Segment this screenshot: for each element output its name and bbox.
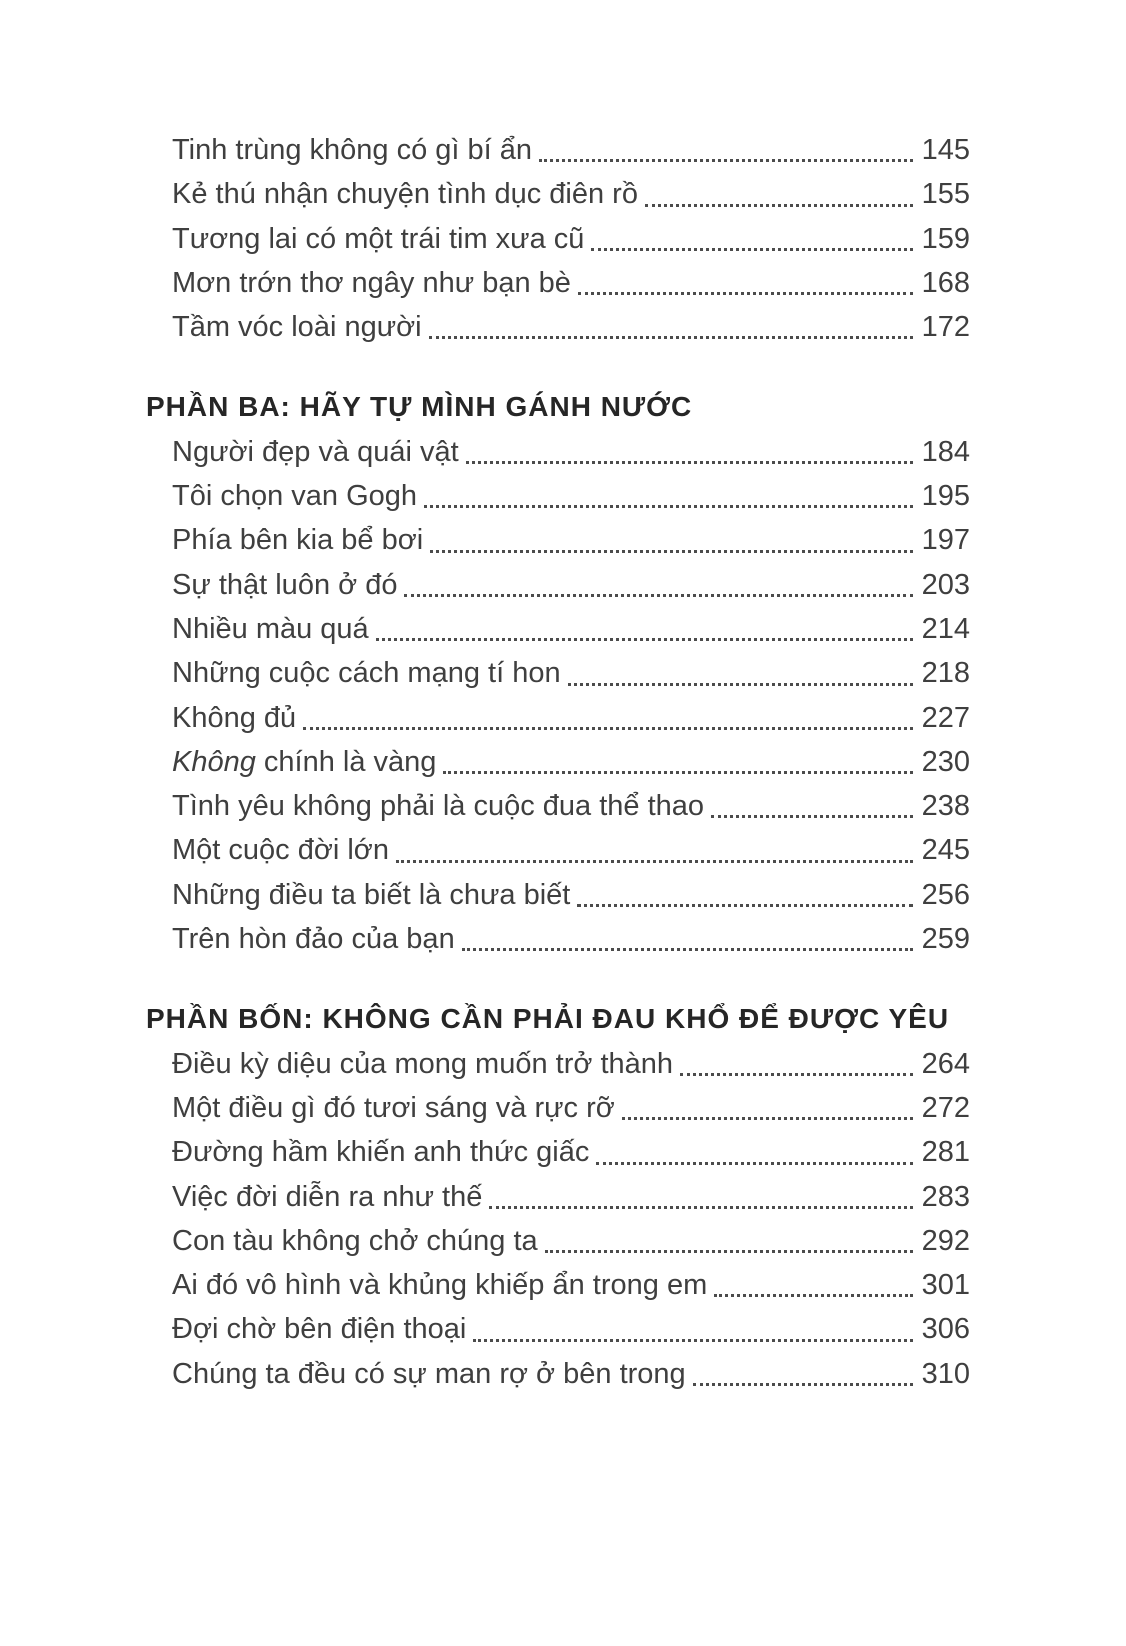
dot-leader [680, 1042, 913, 1086]
toc-entry-title: Tầm vóc loài người [172, 311, 422, 344]
toc-entry-title: Đường hầm khiến anh thức giấc [172, 1136, 590, 1169]
toc-entry-page-number: 168 [921, 266, 970, 299]
toc-entry [146, 1130, 970, 1174]
toc-entry [146, 563, 970, 607]
toc-entry [146, 696, 970, 740]
dot-leader [539, 128, 913, 172]
toc-entry-title: Sự thật luôn ở đó [172, 568, 398, 601]
table-of-contents [146, 128, 970, 1396]
dot-leader [596, 1130, 912, 1174]
dot-leader [568, 651, 913, 695]
toc-entry-page-number: 227 [921, 701, 970, 734]
toc-entry [146, 873, 970, 917]
dot-leader [424, 474, 913, 518]
toc-entry [146, 128, 970, 172]
toc-entry-page-number: 195 [921, 480, 970, 513]
toc-entry-title: Một điều gì đó tươi sáng và rực rỡ [172, 1091, 615, 1124]
toc-entry [146, 828, 970, 872]
toc-entry-page-number: 230 [921, 745, 970, 778]
toc-section-heading: PHẦN BỐN: KHÔNG CẦN PHẢI ĐAU KHỔ ĐỂ ĐƯỢC YÊU [146, 1003, 950, 1035]
toc-entry-title [172, 740, 436, 784]
toc-entry-title: Tình yêu không phải là cuộc đua thể thao [172, 790, 705, 823]
toc-entry-title: Tương lai có một trái tim xưa cũ [172, 222, 585, 255]
dot-leader [376, 607, 913, 651]
toc-entry-title-italic-part: Không [172, 745, 256, 778]
dot-leader [462, 917, 913, 961]
dot-leader [489, 1175, 912, 1219]
dot-leader [693, 1352, 913, 1396]
toc-entry-title: Một cuộc đời lớn [172, 834, 389, 867]
toc-entry-page-number: 218 [921, 657, 970, 690]
toc-entry [146, 1042, 970, 1086]
toc-entry-page-number: 259 [921, 923, 970, 956]
toc-entry-title: Trên hòn đảo của bạn [172, 923, 455, 956]
toc-entry-title: Ai đó vô hình và khủng khiếp ẩn trong em [172, 1269, 708, 1302]
toc-entry-title: Con tàu không chở chúng ta [172, 1224, 538, 1257]
toc-entry-page-number: 245 [921, 834, 970, 867]
toc-entry-page-number: 184 [921, 435, 970, 468]
toc-entry [146, 1263, 970, 1307]
toc-entry [146, 740, 970, 784]
toc-entry-page-number: 155 [921, 178, 970, 211]
toc-section-heading: PHẦN BA: HÃY TỰ MÌNH GÁNH NƯỚC [146, 391, 693, 423]
dot-leader [591, 217, 912, 261]
toc-entry [146, 1307, 970, 1351]
toc-entry-title-part: chính là vàng [255, 745, 437, 778]
toc-entry-title: Việc đời diễn ra như thế [172, 1180, 483, 1213]
dot-leader [466, 430, 913, 474]
dot-leader [429, 305, 913, 349]
toc-entry-title: Người đẹp và quái vật [172, 435, 459, 468]
toc-entry-page-number: 306 [921, 1313, 970, 1346]
dot-leader [473, 1307, 912, 1351]
toc-entry-page-number: 145 [921, 134, 970, 166]
toc-entry [146, 430, 970, 474]
toc-entry [146, 217, 970, 261]
dot-leader [545, 1219, 913, 1263]
dot-leader [443, 740, 912, 784]
dot-leader [430, 518, 912, 562]
toc-entry-page-number: 214 [921, 612, 970, 645]
toc-entry-page-number: 292 [921, 1224, 970, 1257]
dot-leader [577, 873, 912, 917]
toc-entry-page-number: 301 [921, 1269, 970, 1302]
toc-entry-page-number: 203 [921, 568, 970, 601]
toc-entry [146, 172, 970, 216]
toc-entry [146, 607, 970, 651]
toc-entry [146, 651, 970, 695]
toc-entry-page-number: 238 [921, 790, 970, 823]
toc-entry-title: Những điều ta biết là chưa biết [172, 878, 571, 911]
toc-entry-page-number: 264 [921, 1047, 970, 1080]
toc-entry-page-number: 172 [921, 311, 970, 344]
toc-entry-title: Mơn trớn thơ ngây như bạn bè [172, 266, 571, 299]
toc-entry-page-number: 256 [921, 878, 970, 911]
toc-entry [146, 917, 970, 961]
toc-entry-page-number: 310 [921, 1357, 970, 1390]
toc-entry-title: Phía bên kia bể bơi [172, 524, 424, 557]
toc-entry-page-number: 159 [921, 222, 970, 255]
dot-leader [645, 172, 913, 216]
toc-entry-page-number: 197 [921, 524, 970, 557]
toc-entry [146, 261, 970, 305]
dot-leader [714, 1263, 912, 1307]
toc-entry [146, 305, 970, 349]
dot-leader [711, 784, 913, 828]
toc-entry-title: Nhiều màu quá [172, 612, 369, 645]
dot-leader [396, 828, 913, 872]
toc-entry [146, 518, 970, 562]
toc-entry [146, 784, 970, 828]
toc-entry-title: Đợi chờ bên điện thoại [172, 1313, 467, 1346]
toc-entry-page-number: 272 [921, 1091, 970, 1124]
dot-leader [578, 261, 913, 305]
dot-leader [303, 696, 912, 740]
toc-entry-title: Không đủ [172, 701, 297, 734]
toc-entry-title: Những cuộc cách mạng tí hon [172, 657, 561, 690]
dot-leader [622, 1086, 913, 1130]
dot-leader [404, 563, 912, 607]
toc-entry-title: Chúng ta đều có sự man rợ ở bên trong [172, 1357, 686, 1390]
toc-entry-title: Tôi chọn van Gogh [172, 480, 418, 513]
toc-entry [146, 1219, 970, 1263]
toc-entry-title: Điều kỳ diệu của mong muốn trở thành [172, 1047, 674, 1080]
toc-entry-title: Tinh trùng không có gì bí ẩn [172, 134, 533, 166]
toc-entry [146, 1352, 970, 1396]
toc-entry [146, 1086, 970, 1130]
toc-entry-page-number: 283 [921, 1180, 970, 1213]
toc-entry [146, 1175, 970, 1219]
toc-entry-title: Kẻ thú nhận chuyện tình dục điên rồ [172, 178, 638, 211]
toc-entry-page-number: 281 [921, 1136, 970, 1169]
toc-entry [146, 474, 970, 518]
